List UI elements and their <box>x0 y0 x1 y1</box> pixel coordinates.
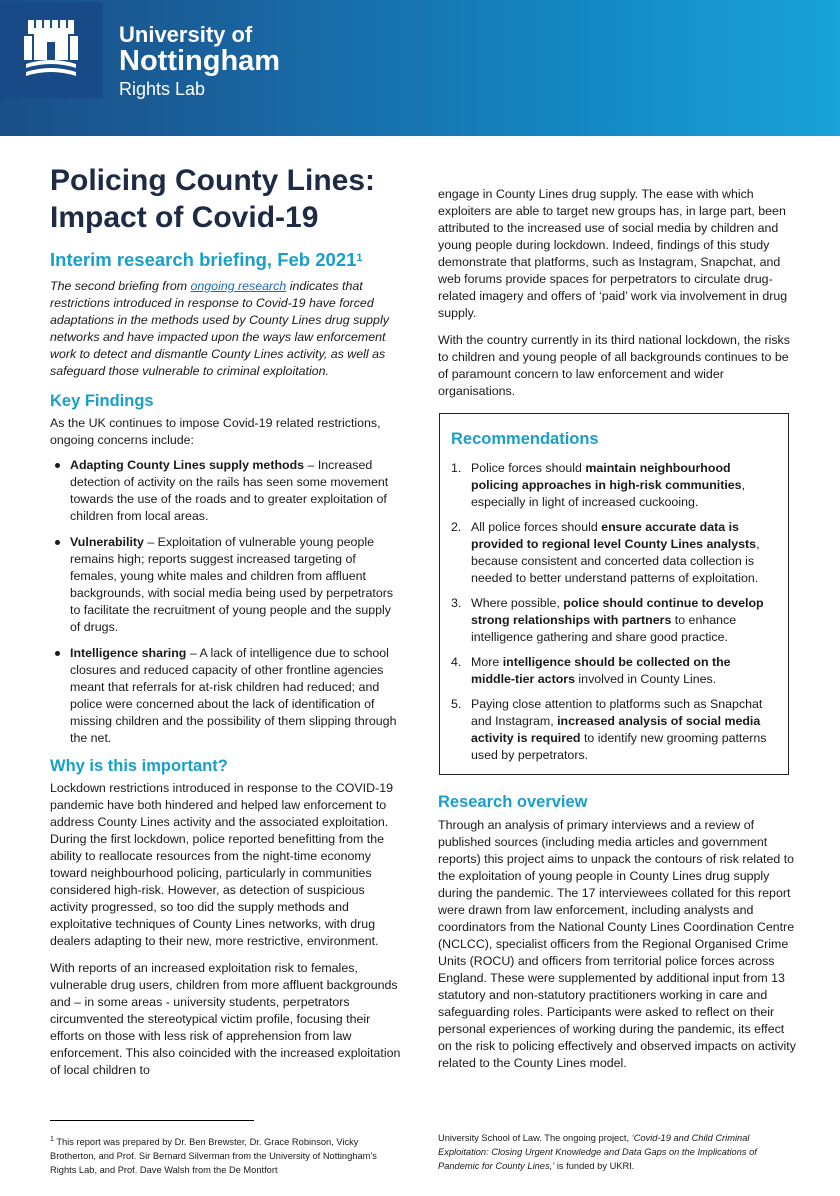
bullet-icon <box>55 651 60 656</box>
university-line2: Nottingham <box>119 45 281 77</box>
header-banner <box>0 0 840 136</box>
list-item <box>50 534 402 636</box>
footnote-left <box>50 1133 405 1177</box>
finding-text: – Exploitation of vulnerable young people remains high; reports suggest increased targeting of females, young white males and children from affluent backgrounds, with social media being used by perpetrators to facilitate the recruitment of young people and the supply of drugs. <box>70 535 394 634</box>
item-number: 4. <box>451 655 462 669</box>
finding-text: – Increased detection of activity on the rails has seen some movement towards the use of the roads and to greater exploitation of children from local areas. <box>70 458 389 523</box>
research-overview-section <box>438 792 798 1072</box>
continued-paragraph: engage in County Lines drug supply. The ease with which exploiters are able to target new groups has, in large part, been attributed to the increased use of social media by children and young people during lockdown. Indeed, findings of this study demonstrate that platforms, such as Instagram, Snapchat, and web forums provide spaces for perpetrators to circulate drug-related imagery and offers of ‘paid’ work via involvement in drug supply. <box>438 187 788 320</box>
recommendations-list <box>451 460 775 772</box>
rec-bold: police should continue to develop strong relationships with partners <box>471 596 764 627</box>
bullet-icon <box>55 540 60 545</box>
ongoing-research-link[interactable]: ongoing research <box>190 279 287 293</box>
subtitle-text: Interim research briefing, Feb 2021 <box>50 249 357 270</box>
rec-bold: increased analysis of social media activity is required <box>471 714 761 745</box>
list-item <box>451 696 775 764</box>
list-item <box>50 645 402 747</box>
page-title <box>50 162 402 236</box>
finding-title: Intelligence sharing <box>70 646 187 660</box>
list-item <box>451 654 775 688</box>
university-line1: University of <box>119 22 253 47</box>
rec-pre: Where possible, <box>471 596 564 610</box>
list-item <box>451 519 775 587</box>
rec-pre: Police forces should <box>471 461 586 475</box>
list-item <box>451 460 775 511</box>
intro-after-link: indicates that restrictions introduced in response to Covid-19 have forced adaptations in the methods used by County Lines drug supply networks and have impacted upon the ways law enforcement work to detect and dismantle County Lines activity, as well as safeguard those vulnerable to criminal exploitation. <box>50 279 389 378</box>
footnote-number: 1 <box>50 1136 54 1143</box>
rec-pre: All police forces should <box>471 520 602 534</box>
research-overview-heading: Research overview <box>438 793 588 811</box>
why-important-heading: Why is this important? <box>50 757 228 775</box>
footnote-left-text: This report was prepared by Dr. Ben Brewster, Dr. Grace Robinson, Vicky Brotherton, and Prof. Sir Bernard Silverman from the University of Nottingham’s Rights Lab, and Prof. Dave Walsh from the De Montfort <box>50 1137 377 1176</box>
footnote-right-pre: University School of Law. The ongoing project, <box>438 1133 632 1143</box>
bullet-icon <box>55 463 60 468</box>
intro-paragraph <box>50 278 402 380</box>
rec-post: , because consistent and concerted data collection is needed to better understand patterns of exploitation. <box>471 537 760 585</box>
castle-crest-icon <box>22 16 80 82</box>
key-findings-list <box>50 457 402 747</box>
title-line2: Impact of Covid-19 <box>50 201 319 234</box>
why-paragraph-2: With reports of an increased exploitation risk to females, vulnerable drug users, children from more affluent backgrounds and – in some areas - university students, perpetrators circumvented the stereotypical victim profile, focusing their efforts on those with less risk of apprehension from law enforcement. This also coincided with the increased exploitation of local children to <box>50 961 401 1077</box>
rec-post: involved in County Lines. <box>574 672 717 686</box>
rec-post: , especially in light of increased cuckooing. <box>471 478 746 509</box>
recommendations-heading: Recommendations <box>451 430 599 448</box>
lockdown-paragraph: With the country currently in its third national lockdown, the risks to children and young people of all backgrounds continues to be of paramount concern to law enforcement and wider organisations. <box>438 333 790 398</box>
rec-bold: maintain neighbourhood policing approaches in high-risk communities <box>471 461 742 492</box>
recommendations-box <box>439 413 789 775</box>
rec-pre: Paying close attention to platforms such as Snapchat and Instagram, <box>471 697 763 728</box>
title-line1: Policing County Lines: <box>50 164 376 197</box>
footnote-divider <box>50 1120 254 1121</box>
item-number: 1. <box>451 461 462 475</box>
finding-text: – A lack of intelligence due to school closures and reduced capacity of other frontline agencies meant that referrals for at-risk children had reduced; and police were concerned about the lack of identification of missing children and the possibility of them slipping through the net. <box>70 646 397 745</box>
unit-name: Rights Lab <box>119 79 206 99</box>
page-subtitle <box>50 249 402 271</box>
rec-pre: More <box>471 655 503 669</box>
footnote-marker[interactable]: 1 <box>356 252 363 264</box>
left-column <box>50 162 402 1079</box>
rec-bold: intelligence should be collected on the middle-tier actors <box>471 655 731 686</box>
list-item <box>50 457 402 525</box>
finding-title: Adapting County Lines supply methods <box>70 458 305 472</box>
footnote-right-post: is funded by UKRI. <box>554 1161 635 1171</box>
item-number: 2. <box>451 520 462 534</box>
intro-before-link: The second briefing from <box>50 279 191 293</box>
university-wordmark <box>119 24 280 98</box>
list-item <box>451 595 775 646</box>
item-number: 5. <box>451 697 462 711</box>
why-paragraph-1: Lockdown restrictions introduced in response to the COVID-19 pandemic have both hindered and helped law enforcement to address County Lines activity and the associated exploitation. During the first lockdown, police reported benefitting from the ability to reallocate resources from the night-time economy toward neighbourhood policing, particularly in communities considered high-risk. However, as detection of suspicious activity progressed, so too did the supply methods and exploitative techniques of County Lines networks, with drug dealers adapting to their new, more restrictive, environment. <box>50 781 393 948</box>
research-overview-text: Through an analysis of primary interviews and a review of published sources (including media articles and government reports) this project aims to unpack the contours of risk related to the exploitation of young people in County Lines drug supply during the pandemic. The 17 interviewees collated for this report were drawn from law enforcement, including analysts and coordinators from the National County Lines Coordination Centre (NCLCC), specialist officers from the Regional Organised Crime Units (ROCU) and officers from territorial police forces across England. These were supplemented by additional input from 13 statutory and non-statutory practitioners working in care and safeguarding roles. Participants were asked to reflect on their personal experiences of working during the pandemic, its effect on the risk to policing effectively and observed impacts on activity related to the County Lines model. <box>438 818 796 1070</box>
footnote-right <box>438 1131 798 1173</box>
rec-post: to identify new grooming patterns used by perpetrators. <box>471 731 767 762</box>
rec-post: to enhance intelligence gathering and share good practice. <box>471 613 737 644</box>
item-number: 3. <box>451 596 462 610</box>
right-column <box>438 186 798 400</box>
key-findings-lead: As the UK continues to impose Covid-19 related restrictions, ongoing concerns include: <box>50 416 381 447</box>
finding-title: Vulnerability <box>70 535 144 549</box>
footnote-project-title: ‘Covid-19 and Child Criminal Exploitation: Closing Urgent Knowledge and Data Gaps on the Implications of Pandemic for County Lines,’ <box>438 1133 757 1171</box>
rec-bold: ensure accurate data is provided to regional level County Lines analysts <box>471 520 757 551</box>
university-logo <box>0 2 103 98</box>
key-findings-heading: Key Findings <box>50 392 154 410</box>
